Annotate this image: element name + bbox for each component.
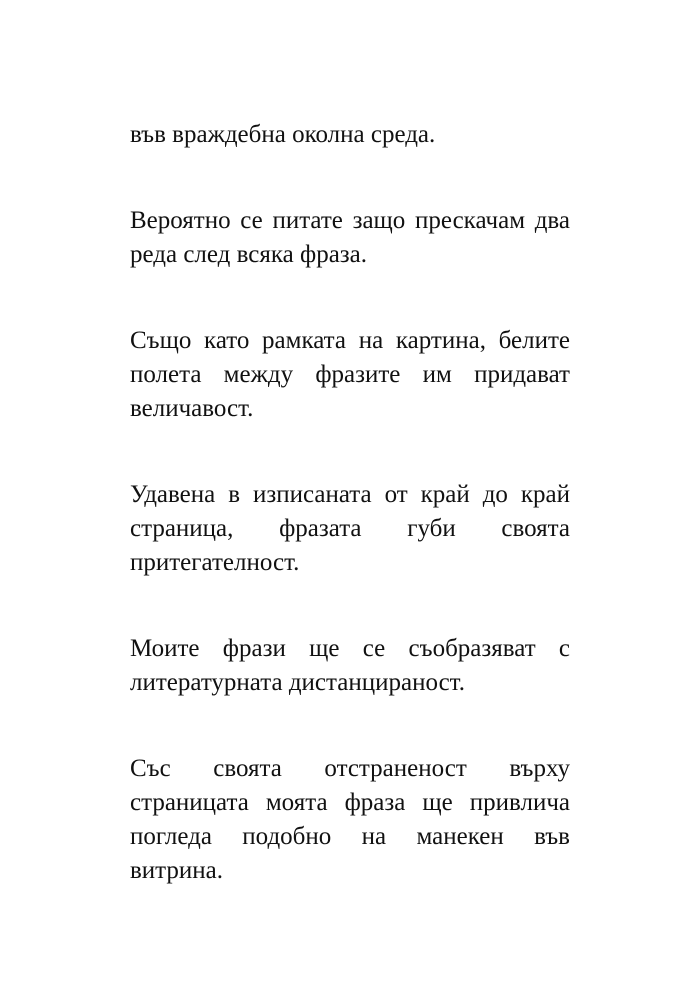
text-body (130, 118, 570, 940)
paragraph-6: Със своята отстраненост върху страницата моята фраза ще привлича погледа подобно на манекен във витрина. (130, 755, 570, 884)
paragraph-5: Моите фрази ще се съобразяват с литературната дистанцираност. (130, 635, 570, 696)
paragraph-1: във враждебна околна среда. (130, 121, 436, 148)
paragraph-3: Също като рамката на картина, белите полета между фразите им придават величавост. (130, 327, 570, 422)
paragraph-4: Удавена в изписаната от край до край страница, фразата губи своята притегателност. (130, 481, 570, 576)
paragraph-2: Вероятно се питате защо прескачам два реда след всяка фраза. (130, 207, 570, 268)
